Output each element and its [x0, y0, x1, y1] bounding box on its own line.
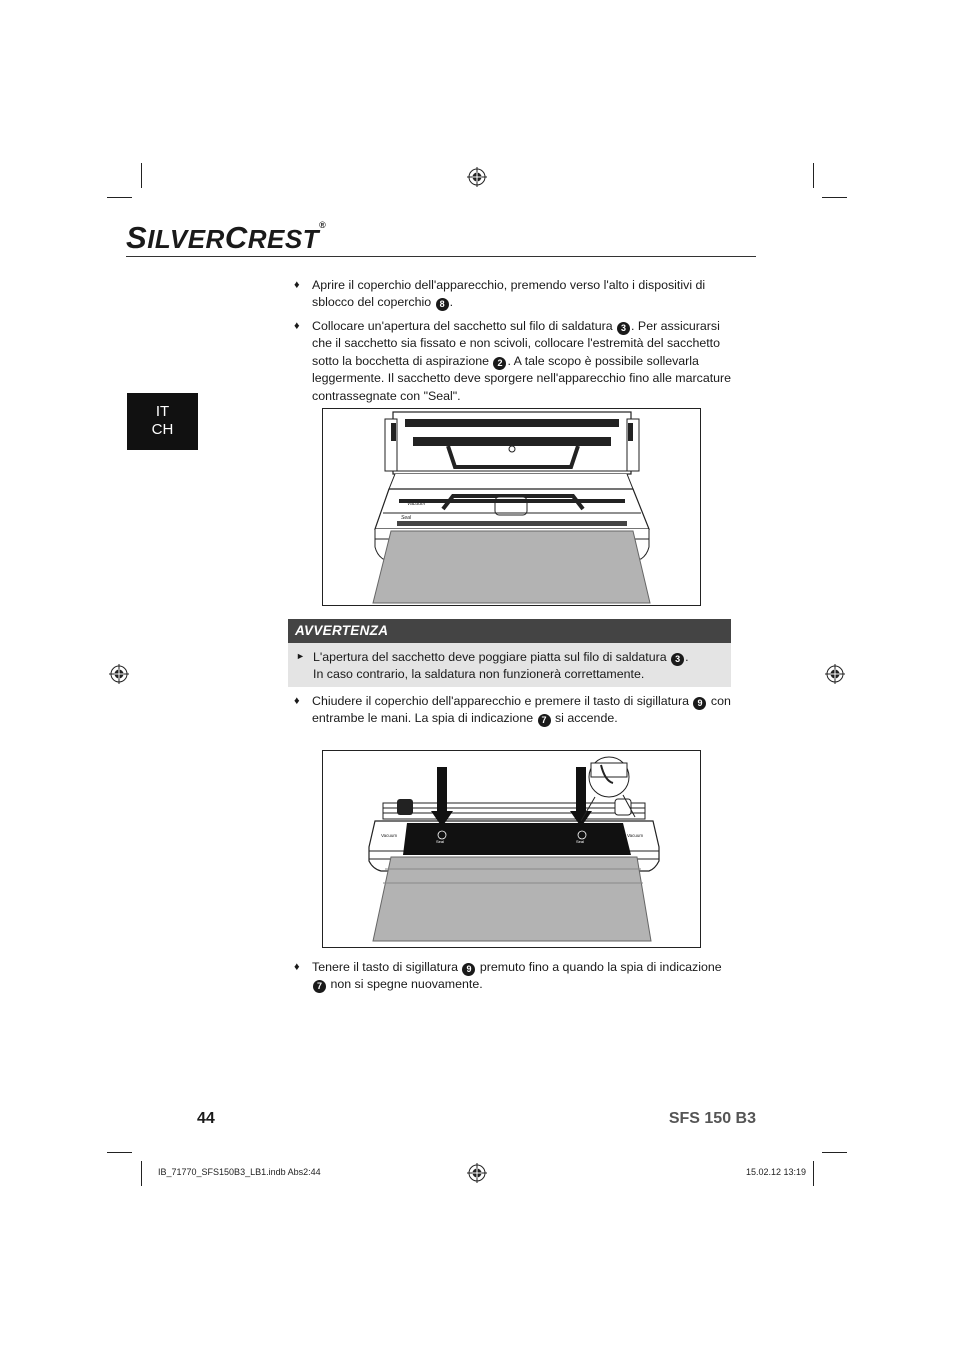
instruction-text: Chiudere il coperchio dell'apparecchio e premere il tasto di sigillatura — [312, 694, 693, 708]
ref-number: 3 — [617, 322, 630, 335]
crop-mark — [107, 197, 132, 198]
registration-mark-icon — [467, 1163, 487, 1183]
figure-open-lid — [322, 408, 701, 606]
registration-mark-icon — [825, 664, 845, 684]
instruction-4 — [312, 959, 737, 994]
vacuum-label-right: Vacuum — [627, 833, 644, 838]
crop-mark — [813, 1161, 814, 1186]
instruction-text: non si spegne nuovamente. — [327, 977, 483, 992]
print-slug-date: 15.02.12 13:19 — [745, 1167, 806, 1177]
ref-number: 9 — [693, 697, 706, 710]
warning-header: AVVERTENZA — [288, 619, 731, 643]
registration-mark-icon — [109, 664, 129, 684]
ref-number: 8 — [436, 298, 449, 311]
bullet-icon: ♦ — [294, 961, 300, 973]
instruction-text: con entrambe le mani. La spia di indicazione — [312, 694, 731, 726]
crop-mark — [822, 197, 847, 198]
ref-number: 2 — [493, 357, 506, 370]
instruction-text: Collocare un'apertura del sacchetto sul filo di saldatura — [312, 319, 617, 333]
model-name: SFS 150 B3 — [668, 1110, 756, 1127]
instruction-1 — [312, 277, 737, 312]
instruction-2 — [312, 318, 737, 405]
instruction-text: . Per assicurarsi che il sacchetto sia fissato e non scivoli, collocare l'estremità del sacchetto sotto la bocchetta di aspirazione — [312, 319, 721, 368]
instruction-text: Aprire il coperchio dell'apparecchio, premendo verso l'alto i dispositivi di sblocco del coperchio — [312, 278, 706, 310]
instruction-text: . A tale scopo è possibile sollevarla leggermente. Il sacchetto deve sporgere nell'apparecchio fino alle marcature contrassegnate con "Seal". — [312, 353, 732, 403]
crop-mark — [141, 163, 142, 188]
warning-text — [313, 649, 728, 684]
appliance-open-illustration — [323, 409, 700, 605]
instruction-text: . — [449, 295, 454, 310]
header-rule — [126, 256, 756, 257]
seal-label-right: Seal — [576, 839, 585, 844]
vacuum-label-left: Vacuum — [381, 833, 398, 838]
brand-logo — [126, 220, 326, 256]
crop-mark — [141, 1161, 142, 1186]
crop-mark — [822, 1152, 847, 1153]
brand-letter: C — [224, 220, 248, 255]
crop-mark — [107, 1152, 132, 1153]
seal-label-left: Seal — [436, 839, 445, 844]
bullet-icon: ♦ — [294, 320, 300, 332]
language-code-ch: CH — [151, 421, 174, 438]
bullet-icon: ♦ — [294, 695, 300, 707]
vacuum-label: Vacuum — [407, 501, 426, 507]
ref-number: 3 — [671, 653, 684, 666]
seal-label: Seal — [401, 515, 412, 521]
registration-mark-icon — [467, 167, 487, 187]
language-tab — [127, 393, 198, 450]
ref-number: 7 — [313, 980, 326, 993]
warning-line-2: In caso contrario, la saldatura non funzionerà correttamente. — [313, 667, 645, 682]
figure-closed-lid — [322, 750, 701, 948]
appliance-closed-illustration — [323, 751, 700, 947]
registered-mark: ® — [319, 220, 327, 230]
brand-part: REST — [247, 224, 320, 254]
print-slug-file: IB_71770_SFS150B3_LB1.indb Abs2:44 — [158, 1167, 321, 1177]
bullet-icon: ♦ — [294, 279, 300, 291]
instruction-text: premuto fino a quando la spia di indicazione — [476, 960, 722, 974]
ref-number: 9 — [462, 963, 475, 976]
instruction-text: si accende. — [551, 711, 618, 726]
page-number: 44 — [197, 1110, 215, 1127]
instruction-3 — [312, 693, 737, 728]
warning-line-1 — [313, 649, 728, 666]
language-code-it: IT — [155, 403, 170, 420]
brand-letter: S — [126, 220, 148, 255]
ref-number: 7 — [538, 714, 551, 727]
arrow-icon: ► — [296, 651, 305, 661]
warning-text-part: L'apertura del sacchetto deve poggiare piatta sul filo di saldatura — [313, 650, 671, 664]
crop-mark — [813, 163, 814, 188]
brand-part: ILVER — [147, 224, 225, 254]
instruction-text: Tenere il tasto di sigillatura — [312, 960, 462, 974]
warning-text-part: . — [685, 650, 689, 664]
